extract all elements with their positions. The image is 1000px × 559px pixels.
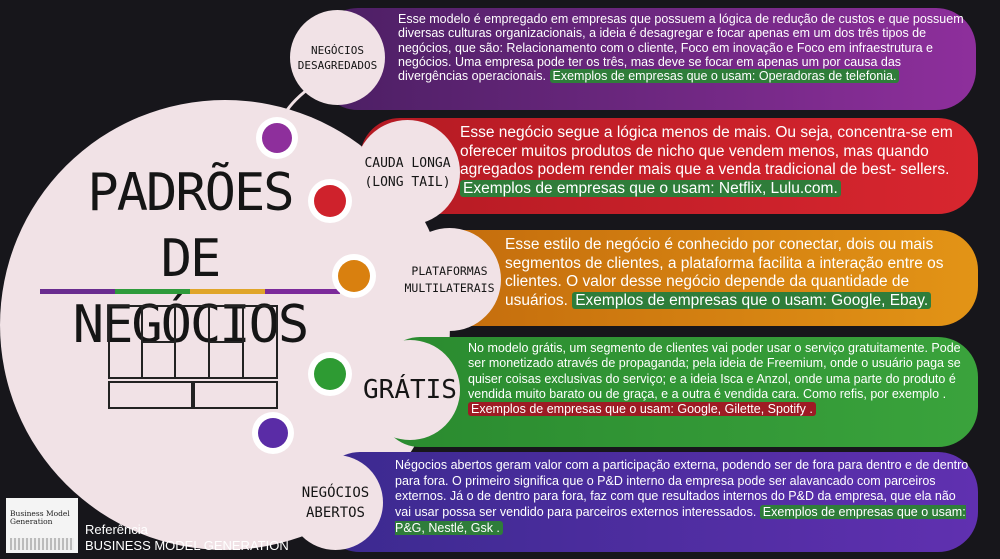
business-canvas-icon <box>108 305 278 410</box>
ribbon-abertos-text <box>395 458 970 536</box>
gratis-description: No modelo grátis, um segmento de clientes vai poder usar o serviço gratuitamente. Pode ser monetizado através de propaganda; pela ideia de Freemium, onde o usuário paga se quiser coisas exclusivas do serviço; e a ideia Isca e Anzol, onde uma parte do produto é vendida muito barato ou de graça, e a outra é vendida cara. Como refis, por exemplo . <box>468 341 961 401</box>
plataformas-example: Exemplos de empresas que o usam: Google, Ebay. <box>572 292 931 309</box>
label-gratis: GRÁTIS <box>360 340 460 440</box>
dot-green <box>314 358 346 390</box>
title-line-2: DE NEGÓCIOS <box>72 229 308 355</box>
ribbon-gratis <box>380 337 978 447</box>
abertos-description: Négocios abertos geram valor com a participação externa, podendo ser de fora para dentro e de dentro para fora. O primeiro significa que o P&D interno da empresa pode ser alavancado com parceiros externos. Já o de dentro para fora, faz com que resultados internos do P&D da empresa, que ela não vai usar possa ser vendido para parceiros externos interessados. <box>395 458 969 519</box>
ribbon-abertos <box>320 452 978 552</box>
label-cauda-longa: CAUDA LONGA (LONG TAIL) <box>355 120 460 225</box>
dot-violet <box>258 418 288 448</box>
book-cover-image <box>6 498 78 553</box>
desagregados-example: Exemplos de empresas que o usam: Operadoras de telefonia. <box>550 69 900 83</box>
label-abertos: NEGÓCIOS ABERTOS <box>288 455 383 550</box>
title-line-1: PADRÕES <box>87 163 293 223</box>
dot-purple <box>262 123 292 153</box>
ribbon-desagregados-text <box>398 12 968 83</box>
label-plataformas: PLATAFORMAS MULTILATERAIS <box>398 228 501 331</box>
abertos-example: Exemplos de empresas que o usam: P&G, Nestlé, Gsk . <box>395 504 966 535</box>
ribbon-gratis-text <box>468 341 968 417</box>
reference-block <box>85 522 289 554</box>
cauda-longa-example: Exemplos de empresas que o usam: Netflix, Lulu.com. <box>460 180 841 197</box>
plataformas-description: Esse estilo de negócio é conhecido por conectar, dois ou mais segmentos de clientes, a plataforma facilita a interação entre os clientes. O valor desse negócio depende da quantidade de usuários. <box>505 236 944 309</box>
reference-label: Referência <box>85 522 148 537</box>
ribbon-plataformas-text <box>505 236 975 310</box>
label-desagregados: NEGÓCIOS DESAGREDADOS <box>290 10 385 105</box>
ribbon-cauda-longa-text <box>460 124 975 198</box>
desagregados-description: Esse modelo é empregado em empresas que possuem a lógica de redução de custos e que possuem diversas culturas organizacionais, a ideia é desagregar e focar apenas em um dos três tipos de negócios, que são: Relacionamento com o cliente, Foco em inovação e Foco em infraestrutura e negócios. Uma empresa pode ter os três, mas deve se focar em apenas um por causa das divergências operacionais. <box>398 12 964 83</box>
cauda-longa-description: Esse negócio segue a lógica menos de mais. Ou seja, concentra-se em oferecer muitos produtos de nicho que vendem menos, mas quando agregados podem render mais que a venda tradicional de best- sellers. <box>460 124 953 179</box>
book-cover-title: Business Model Generation <box>10 509 70 526</box>
dot-red <box>314 185 346 217</box>
dot-orange <box>338 260 370 292</box>
ribbon-desagregados <box>318 8 976 110</box>
rainbow-divider <box>40 289 340 294</box>
gratis-example: Exemplos de empresas que o usam: Google, Gilette, Spotify . <box>468 402 816 416</box>
reference-book: BUSINESS MODEL GENERATION <box>85 538 289 553</box>
